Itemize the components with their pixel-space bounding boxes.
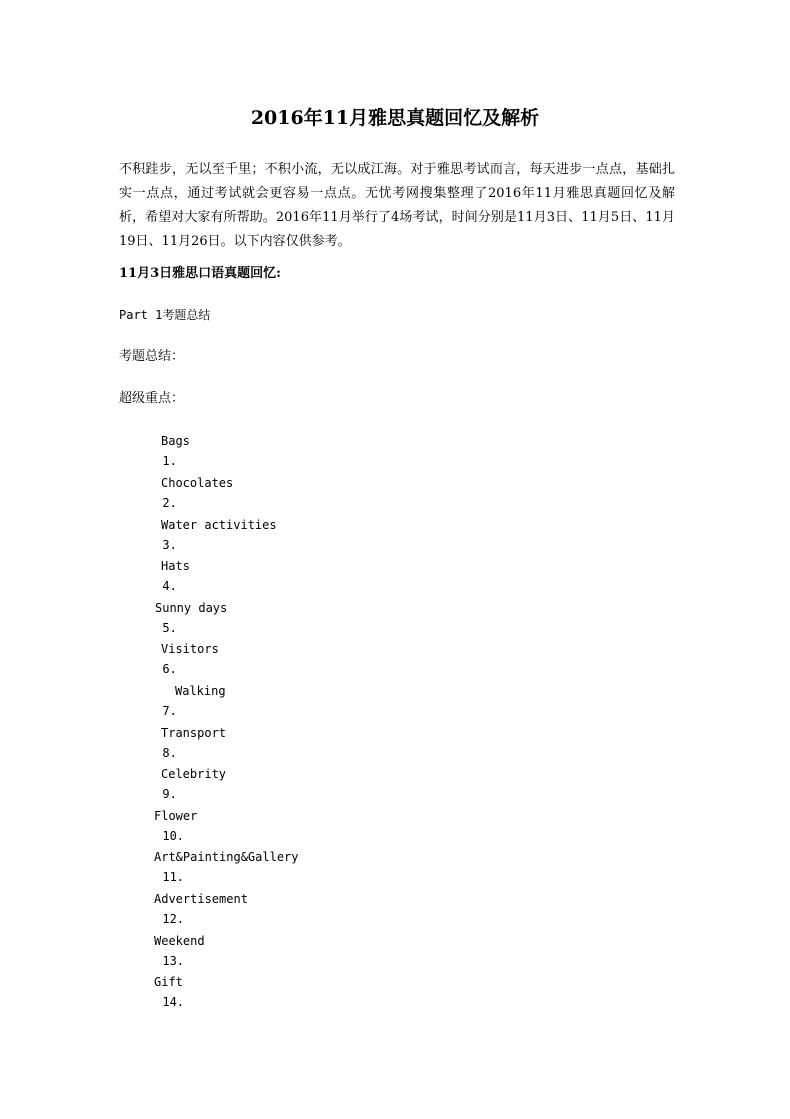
list-item: [119, 889, 248, 926]
part-label: Part 1考题总结: [119, 308, 211, 322]
list-item-text: Bags: [161, 434, 190, 448]
list-item-text: Weekend: [154, 934, 205, 948]
list-item-number: 10.: [162, 829, 185, 843]
list-item-text: Visitors: [161, 642, 219, 656]
list-item: [119, 806, 198, 843]
list-item: [119, 847, 299, 884]
list-item-text: Advertisement: [154, 892, 248, 906]
list-item-number: 2.: [162, 496, 177, 510]
list-item: [119, 931, 205, 968]
list-item-text: Walking: [175, 684, 226, 698]
list-item: [119, 639, 219, 676]
list-item: [119, 723, 227, 760]
list-item-text: Water activities: [161, 518, 277, 532]
list-item: [119, 473, 234, 510]
list-item: [119, 431, 190, 468]
list-item-number: 13.: [162, 954, 185, 968]
list-item-text: Transport: [161, 726, 227, 740]
list-item-text: Gift: [154, 975, 183, 989]
list-item-text: Celebrity: [161, 767, 227, 781]
list-item: [119, 681, 226, 718]
list-item-text: Hats: [161, 559, 190, 573]
key-points-label: 超级重点：: [119, 391, 185, 406]
list-item-text: Art&Painting&Gallery: [154, 850, 299, 864]
list-item-number: 8.: [162, 746, 177, 760]
list-item-number: 1.: [162, 454, 177, 468]
list-item-number: 12.: [162, 912, 185, 926]
list-item-text: Flower: [154, 809, 198, 823]
section-heading: 11月3日雅思口语真题回忆:: [119, 266, 281, 281]
list-item-text: Chocolates: [161, 476, 234, 490]
list-item-number: 4.: [162, 579, 177, 593]
list-item-number: 11.: [162, 870, 185, 884]
list-item-number: 14.: [162, 995, 185, 1009]
list-item: [119, 972, 185, 1009]
list-item-number: 7.: [162, 704, 177, 718]
list-item-number: 9.: [162, 787, 177, 801]
list-item: [119, 598, 228, 635]
document-title: 2016年11月雅思真题回忆及解析: [250, 107, 540, 129]
list-item-number: 5.: [162, 621, 177, 635]
summary-label: 考题总结：: [119, 349, 185, 364]
list-item: [119, 556, 190, 593]
list-item: [119, 764, 227, 801]
list-item-text: Sunny days: [155, 601, 228, 615]
list-item: [119, 515, 277, 552]
list-item-number: 6.: [162, 662, 177, 676]
intro-paragraph: 不积跬步，无以至千里；不积小流，无以成江海。对于雅思考试而言，每天进步一点点，基础扎实一点点，通过考试就会更容易一点点。无忧考网搜集整理了2016年11月雅思真题回忆及解析，希望对大家有所帮助。2016年11月举行了4场考试，时间分别是11月3日、11月5日、11月19日、11月26日。以下内容仅供参考。: [119, 162, 675, 249]
list-item-number: 3.: [162, 538, 177, 552]
